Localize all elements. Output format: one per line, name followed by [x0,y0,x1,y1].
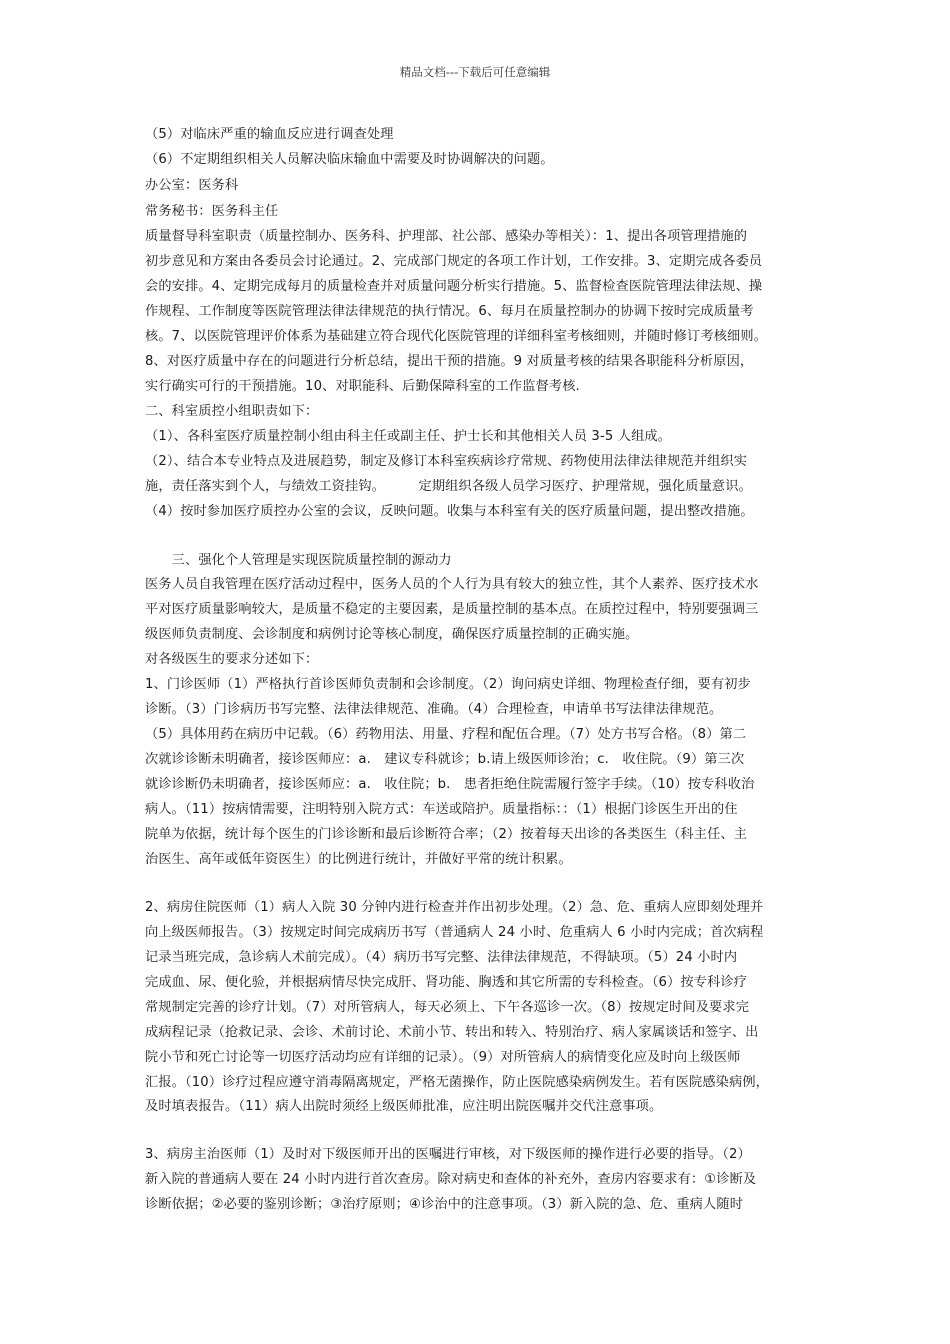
text-line: 向上级医师报告。（3）按规定时间完成病历书写（普通病人 24 小时、危重病人 6 小时内完成；首次病程 [145,925,764,940]
text-line: （1）、各科室医疗质量控制小组由科主任或副主任、护士长和其他相关人员 3-5 人组成。 [145,429,672,444]
text-line: 会的安排。4、定期完成每月的质量检查并对质量问题分析实行措施。5、监督检查医院管理法律法规、操 [145,279,763,294]
text-line: 常规制定完善的诊疗计划。（7）对所管病人，每天必须上、下午各巡诊一次。（8）按规定时间及要求完 [145,1000,750,1015]
text-line: 办公室：医务科 [145,178,239,193]
text-line: 治医生、高年或低年资医生）的比例进行统计，并做好平常的统计积累。 [145,852,572,867]
text-line: 平对医疗质量影响较大，是质量不稳定的主要因素，是质量控制的基本点。在质控过程中，特别要强调三 [145,602,759,617]
text-line: 1、门诊医师（1）严格执行首诊医师负责制和会诊制度。（2）询问病史详细、物理检查仔细，要有初步 [145,677,751,692]
text-line: 成病程记录（抢救记录、会诊、术前讨论、术前小节、转出和转入、特别治疗、病人家属谈话和签字、出 [145,1025,759,1040]
text-line: 新入院的普通病人要在 24 小时内进行首次查房。除对病史和查体的补充外，查房内容要求有：①诊断及 [145,1172,757,1187]
text-line: 施，责任落实到个人，与绩效工资挂钩。 定期组织各级人员学习医疗、护理常规，强化质量意识。 [145,479,752,494]
text-line: 2、病房住院医师（1）病人入院 30 分钟内进行检查并作出初步处理。（2）急、危、重病人应即刻处理并 [145,900,764,915]
text-line: （2）、结合本专业特点及进展趋势，制定及修订本科室疾病诊疗常规、药物使用法律法律规范并组织实 [145,454,748,469]
text-line: 质量督导科室职责（质量控制办、医务科、护理部、社公部、感染办等相关）：1、提出各项管理措施的 [145,229,748,244]
text-line: 诊断。（3）门诊病历书写完整、法律法律规范、准确。（4）合理检查，申请单书写法律法律规范。 [145,702,723,717]
text-line: 记录当班完成，急诊病人术前完成）。（4）病历书写完整、法律法律规范，不得缺项。（5）24 小时内 [145,950,738,965]
text-line: 就诊诊断仍未明确者，接诊医师应：a. 收住院；b. 患者拒绝住院需履行签字手续。（10）按专科收治 [145,777,755,792]
text-line: 级医师负责制度、会诊制度和病例讨论等核心制度，确保医疗质量控制的正确实施。 [145,627,639,642]
text-line: 院单为依据，统计每个医生的门诊诊断和最后诊断符合率；（2）按着每天出诊的各类医生（科主任、主 [145,827,748,842]
text-line: （5）具体用药在病历中记载。（6）药物用法、用量、疗程和配伍合理。（7）处方书写合格。（8）第二 [145,727,747,742]
text-line: 医务人员自我管理在医疗活动过程中，医务人员的个人行为具有较大的独立性，其个人素养、医疗技术水 [145,577,759,592]
text-line: 院小节和死亡讨论等一切医疗活动均应有详细的记录）。（9）对所管病人的病情变化应及时向上级医师 [145,1050,741,1065]
text-line: 常务秘书：医务科主任 [145,204,279,219]
text-line: 完成血、尿、便化验，并根据病情尽快完成肝、肾功能、胸透和其它所需的专科检查。（6）按专科诊疗 [145,975,748,990]
text-line: 作规程、工作制度等医院管理法律法律规范的执行情况。6、每月在质量控制办的协调下按时完成质量考 [145,304,754,319]
text-line: 8、对医疗质量中存在的问题进行分析总结，提出干预的措施。9 对质量考核的结果各职能科分析原因， [145,354,754,369]
text-line: 次就诊诊断未明确者，接诊医师应：a. 建议专科就诊；b.请上级医师诊治；c. 收住院。（9）第三次 [145,752,745,767]
text-line: 对各级医生的要求分述如下： [145,652,319,667]
text-line: 及时填表报告。（11）病人出院时须经上级医师批准，应注明出院医嘱并交代注意事项。 [145,1099,663,1114]
text-line: 病人。（11）按病情需要，注明特别入院方式：车送或陪护。质量指标：：（1）根据门诊医生开出的住 [145,802,738,817]
text-line: 核。7、以医院管理评价体系为基础建立符合现代化医院管理的详细科室考核细则，并随时修订考核细则。 [145,329,768,344]
text-line: （6）不定期组织相关人员解决临床输血中需要及时协调解决的问题。 [145,152,554,167]
text-line: 实行确实可行的干预措施。10、对职能科、后勤保障科室的工作监督考核. [145,379,580,394]
text-line: 诊断依据；②必要的鉴别诊断；③治疗原则；④诊治中的注意事项。（3）新入院的急、危、重病人随时 [145,1197,744,1212]
page-header: 精品文档---下载后可任意编辑 [399,65,551,79]
text-line: （5）对临床严重的输血反应进行调查处理 [145,127,394,142]
section-heading: 三、强化个人管理是实现医院质量控制的源动力 [145,553,452,568]
text-line: 二、科室质控小组职责如下： [145,404,319,419]
text-line: 初步意见和方案由各委员会讨论通过。2、完成部门规定的各项工作计划，工作安排。3、定期完成各委员 [145,254,763,269]
text-line: 3、病房主治医师（1）及时对下级医师开出的医嘱进行审核，对下级医师的操作进行必要的指导。（2） [145,1147,751,1162]
text-line: （4）按时参加医疗质控办公室的会议，反映问题。收集与本科室有关的医疗质量问题，提出整改措施。 [145,504,754,519]
text-line: 汇报。（10）诊疗过程应遵守消毒隔离规定，严格无菌操作，防止医院感染病例发生。若有医院感染病例， [145,1075,770,1090]
